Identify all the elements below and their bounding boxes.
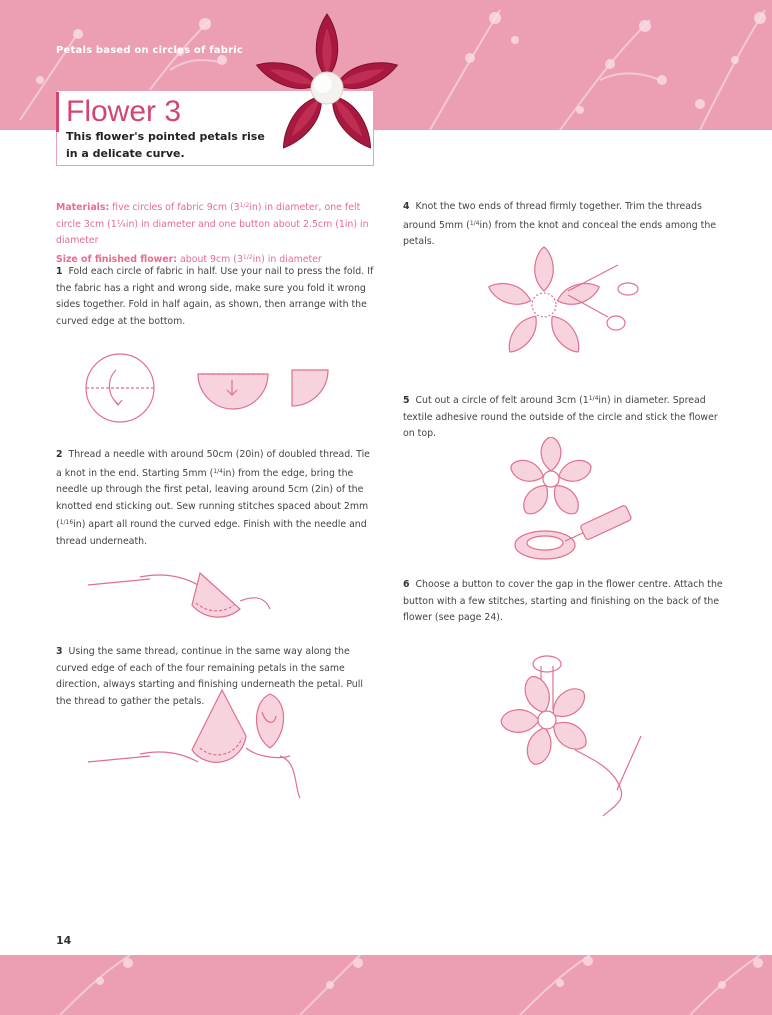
size-frac: 1/2	[242, 253, 253, 261]
step-2-stitching-illustration	[80, 565, 280, 625]
step-frac-1: 1/4	[469, 219, 480, 227]
step-6-button-attach-illustration	[485, 650, 655, 820]
hero-flower-image	[252, 8, 402, 163]
button-icon	[533, 656, 561, 672]
step-1	[56, 264, 376, 330]
page-title: Flower 3	[66, 95, 182, 128]
step-text-b: in) from the edge, bring the needle up through the first petal, leaving around 5cm (2in) of the knotted end sticking out. Sew running stitches spaced about 2mm (	[56, 467, 369, 530]
needle-icon	[575, 736, 641, 816]
step-number: 6	[403, 579, 410, 590]
step-text-a: Thread a needle with around 50cm (20in) of doubled thread. Tie a knot in the end. Starting 5mm (	[56, 449, 370, 479]
glue-tube-icon	[580, 505, 632, 541]
step-text-c: in) apart all round the curved edge. Finish with the needle and thread underneath.	[56, 519, 367, 547]
step-text-a: Cut out a circle of felt around 3cm (1	[415, 395, 589, 406]
materials-frac-a: 1/2	[239, 202, 250, 209]
step-5	[403, 391, 723, 443]
step-frac-1: 1/4	[213, 467, 223, 475]
size-text-b: in) in diameter	[252, 253, 322, 265]
materials-block	[56, 198, 376, 268]
step-5-felt-and-adhesive-illustration	[505, 437, 655, 567]
blossom-pattern	[0, 955, 772, 1015]
materials-label: Materials:	[56, 202, 110, 213]
step-4	[403, 199, 723, 251]
step-2	[56, 447, 376, 550]
size-label: Size of finished flower:	[56, 253, 178, 265]
title-accent-rule	[56, 92, 59, 132]
step-3-gathering-illustration	[80, 678, 310, 808]
footer-band	[0, 955, 772, 1015]
materials-text-b: in) in diameter, one felt circle 3cm (1¼in) in diameter and one button about 2.5cm (1in) in diameter	[56, 202, 369, 246]
section-label: Petals based on circles of fabric	[56, 45, 243, 56]
step-1-folding-illustration	[80, 350, 350, 430]
page-subtitle: This flower's pointed petals rise in a delicate curve.	[66, 130, 265, 160]
step-4-knot-and-scissors-illustration	[488, 245, 648, 365]
page-number: 14	[56, 934, 72, 947]
step-number: 2	[56, 449, 63, 460]
step-frac-1: 1/4	[588, 395, 599, 402]
step-text-b: in) in diameter. Spread textile adhesive round the outside of the circle and stick the flower on top.	[403, 395, 718, 439]
size-text-a: about 9cm (3	[177, 253, 243, 265]
step-text: Fold each circle of fabric in half. Use your nail to press the fold. If the fabric has a right and wrong side, make sure you fold it wrong sides together. Fold in half again, as shown, then arrange with the curved edge at the bottom.	[56, 266, 374, 327]
step-number: 3	[56, 646, 63, 657]
materials-text-a: five circles of fabric 9cm (3	[109, 202, 240, 213]
step-6	[403, 577, 723, 627]
step-frac-2: 1/16	[59, 519, 74, 526]
step-text: Choose a button to cover the gap in the flower centre. Attach the button with a few stitches, starting and finishing on the back of the flower (see page 24).	[403, 579, 723, 623]
step-text-a: Knot the two ends of thread firmly together. Trim the threads around 5mm (	[403, 201, 702, 231]
step-number: 4	[403, 201, 410, 212]
step-number: 1	[56, 266, 63, 277]
step-text-b: in) from the knot and conceal the ends among the petals.	[403, 219, 717, 247]
step-text: Using the same thread, continue in the same way along the curved edge of each of the four remaining petals in the same direction, always starting and finishing underneath the petal. Pull the thread to gather the petals.	[56, 646, 363, 707]
step-number: 5	[403, 395, 410, 406]
